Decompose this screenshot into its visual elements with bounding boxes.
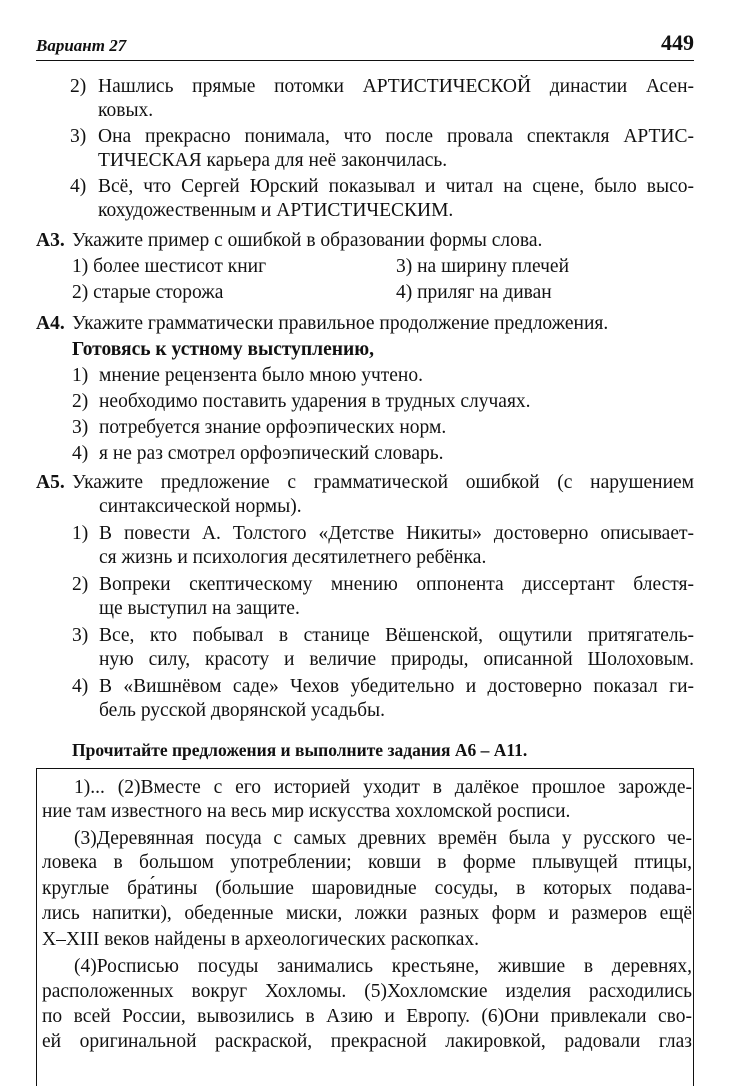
passage-line-11: ей оригинальной раскраской, прекрасной лакировкой, радовали глаз	[42, 1031, 692, 1052]
passage-line-5: круглые бра́тины (большие шаровидные сосуды, в которых подава-	[42, 878, 692, 899]
passage-line-9: расположенных вокруг Хохломы. (5)Хохломские изделия расходились	[42, 981, 692, 1002]
a2-item-4-line-1: Всё, что Сергей Юрский показывал и читал на сцене, было высо-	[98, 176, 694, 197]
a5-item-2-line-1: Вопреки скептическому мнению оппонента диссертант блестя-	[99, 574, 694, 595]
a3-option-1: 1) более шестисот книг	[72, 256, 267, 277]
a3-option-4: 4) приляг на диван	[396, 282, 552, 303]
passage-line-6: лись напитки), обеденные миски, ложки разных форм и размеров ещё	[42, 903, 692, 924]
a2-item-2-line-2: ковых.	[98, 100, 154, 121]
a5-item-1-line-2: ся жизнь и психология десятилетнего ребёнка.	[99, 547, 487, 568]
a3-question: Укажите пример с ошибкой в образовании формы слова.	[72, 230, 543, 251]
a5-item-4-number: 4)	[72, 676, 89, 697]
a4-item-3-text: потребуется знание орфоэпических норм.	[99, 417, 447, 438]
a5-question-line-1: Укажите предложение с грамматической ошибкой (с нарушением	[72, 472, 694, 493]
a5-label: А5.	[36, 472, 65, 493]
passage-line-2: ние там известного на весь мир искусства хохломской росписи.	[42, 801, 571, 822]
a5-item-3-line-1: Все, кто побывал в станице Вёшенской, ощутили притягатель-	[99, 625, 694, 646]
a2-item-3-line-2: ТИЧЕСКАЯ карьера для неё закончилась.	[98, 150, 448, 171]
a4-label: А4.	[36, 313, 65, 334]
a5-question-line-2: синтаксической нормы).	[99, 496, 302, 517]
a4-item-3-number: 3)	[72, 417, 89, 438]
passage-line-3: (3)Деревянная посуда с самых древних времён была у русского че-	[74, 828, 692, 849]
variant-label: Вариант 27	[36, 36, 127, 55]
a5-item-1-line-1: В повести А. Толстого «Детстве Никиты» достоверно описывает-	[99, 523, 694, 544]
a5-item-2-line-2: ще выступил на защите.	[99, 598, 300, 619]
a2-item-4-line-2: кохудожественным и АРТИСТИЧЕСКИМ.	[98, 200, 454, 221]
a4-stem: Готовясь к устному выступлению,	[72, 339, 375, 360]
a5-item-3-line-2: ную силу, красоту и величие природы, описанной Шолоховым.	[99, 649, 694, 670]
a5-item-4-line-1: В «Вишнёвом саде» Чехов убедительно и достоверно показал ги-	[99, 676, 694, 697]
a5-item-2-number: 2)	[72, 574, 89, 595]
passage-line-1: 1)... (2)Вместе с его историей уходит в далёкое прошлое зарожде-	[74, 777, 692, 798]
a4-item-2-text: необходимо поставить ударения в трудных случаях.	[99, 391, 531, 412]
a2-item-4-number: 4)	[70, 176, 87, 197]
a4-item-2-number: 2)	[72, 391, 89, 412]
a2-item-3-number: 3)	[70, 126, 87, 147]
a4-item-1-number: 1)	[72, 365, 89, 386]
passage-line-8: (4)Росписью посуды занимались крестьяне, жившие в деревнях,	[74, 956, 692, 977]
a5-item-4-line-2: бель русской дворянской усадьбы.	[99, 700, 386, 721]
a4-item-4-number: 4)	[72, 443, 89, 464]
a5-item-3-number: 3)	[72, 625, 89, 646]
a4-item-1-text: мнение рецензента было мною учтено.	[99, 365, 423, 386]
a2-item-3-line-1: Она прекрасно понимала, что после провала спектакля АРТИС-	[98, 126, 694, 147]
a2-item-2-number: 2)	[70, 76, 87, 97]
a2-item-2-line-1: Нашлись прямые потомки АРТИСТИЧЕСКОЙ династии Асен-	[98, 76, 694, 97]
passage-line-7: X–XIII веков найдены в археологических раскопках.	[42, 929, 479, 950]
a3-label: А3.	[36, 230, 65, 251]
page-number: 449	[661, 30, 694, 55]
reading-task-heading: Прочитайте предложения и выполните задания А6 – А11.	[72, 740, 528, 760]
a3-option-2: 2) старые сторожа	[72, 282, 224, 303]
passage-line-4: ловека в большом употреблении; ковши в форме плывущей птицы,	[42, 852, 692, 873]
passage-line-10: по всей России, вывозились в Азию и Европу. (6)Они привлекали сво-	[42, 1006, 692, 1027]
running-head	[36, 30, 694, 61]
a4-item-4-text: я не раз смотрел орфоэпический словарь.	[99, 443, 444, 464]
a3-option-3: 3) на ширину плечей	[396, 256, 570, 277]
a5-item-1-number: 1)	[72, 523, 89, 544]
a4-question: Укажите грамматически правильное продолжение предложения.	[72, 313, 609, 334]
